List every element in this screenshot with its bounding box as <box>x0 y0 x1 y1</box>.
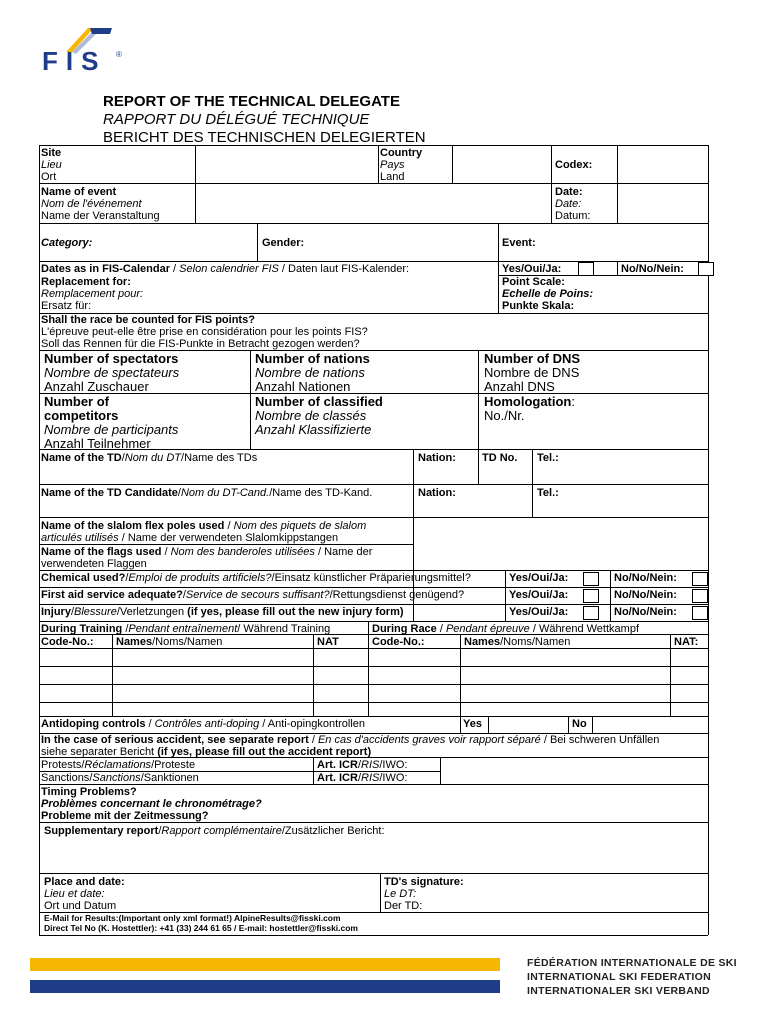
supplementary-label: Supplementary report/Rapport complémentaire/Zusätzlicher Bericht: <box>44 825 385 837</box>
injury-yes-checkbox[interactable] <box>583 606 599 620</box>
event-name-label-fr: Nom de l'événement <box>41 198 142 210</box>
protests-art-b: RIS <box>361 759 380 771</box>
direct-tel-line: Direct Tel No (K. Hostettler): +41 (33) 244 61 65 / E-mail: hostettler@fisski.com <box>44 923 358 933</box>
rule <box>39 604 708 605</box>
supplementary-en: Supplementary report <box>44 825 159 837</box>
accident-de: Bei schweren Unfällen <box>549 734 660 746</box>
during-race-fr: Pendant épreuve <box>445 623 530 635</box>
rule <box>39 621 708 622</box>
antidoping-no-field[interactable] <box>593 717 707 732</box>
injury-yes-label: Yes/Oui/Ja: <box>509 606 569 618</box>
site-input[interactable] <box>196 146 377 182</box>
first-aid-no-label: No/No/Nein: <box>614 589 677 601</box>
antidoping-no-label: No <box>572 718 587 730</box>
rule <box>568 716 569 733</box>
country-label-fr: Pays <box>380 159 405 171</box>
td-name-en: Name of the TD <box>41 452 122 464</box>
chemical-fr: Emploi de produits artificiels? <box>128 572 272 584</box>
dns-label-de: Anzahl DNS <box>484 379 555 394</box>
antidoping-label: Antidoping controls / Contrôles anti-doping / Anti-opingkontrollen <box>41 718 366 730</box>
competitors-label: Number of <box>44 394 109 409</box>
rule <box>505 570 506 621</box>
title-de: BERICHT DES TECHNISCHEN DELEGIERTEN <box>103 129 426 146</box>
site-label: Site <box>41 147 62 159</box>
td-signature-label-de: Der TD: <box>384 900 423 912</box>
during-training-fr: Pendant entraînement <box>128 623 238 635</box>
during-race-de: Während Wettkampf <box>538 623 639 635</box>
td-name-fr: Nom du DT <box>124 452 181 464</box>
td-signature-label-fr: Le DT: <box>384 888 417 900</box>
event-label: Event: <box>502 237 536 249</box>
sanctions-label: Sanctions/Sanctions/Sanktionen <box>41 772 199 784</box>
during-training-en: During Training <box>41 623 123 635</box>
flags-en: Name of the flags used <box>41 546 162 558</box>
protests-en: Protests <box>41 759 82 771</box>
site-label-fr: Lieu <box>41 159 62 171</box>
rule <box>112 634 113 716</box>
rule <box>380 873 381 912</box>
dates-fis-label: Dates as in FIS-Calendar / Selon calendrier FIS / Daten laut FIS-Kalender: <box>41 263 410 275</box>
slalom-poles-label: Name of the slalom flex poles used / Nom des piquets de slalom <box>41 520 367 532</box>
competitors-label-fr: Nombre de participants <box>44 422 179 437</box>
first-aid-label: First aid service adequate?/Service de secours suffisant?/Rettungsdienst genügend? <box>41 589 465 601</box>
country-label: Country <box>380 147 423 159</box>
first-aid-yes-checkbox[interactable] <box>583 589 599 603</box>
race-names-header <box>464 636 570 648</box>
homologation-label <box>484 395 575 409</box>
rule <box>250 350 251 449</box>
spectators-label-de: Anzahl Zuschauer <box>44 379 149 394</box>
fis-yes-label: Yes/Oui/Ja: <box>502 263 562 275</box>
flags-fr: Nom des banderoles utilisées <box>170 546 315 558</box>
flags-label-2: verwendeten Flaggen <box>41 558 147 570</box>
rule <box>39 873 708 874</box>
spectators-label: Number of spectators <box>44 351 179 366</box>
chemical-no-label: No/No/Nein: <box>614 572 677 584</box>
injury-label: Injury/Blessure/Verletzungen (if yes, please fill out the new injury form) <box>41 606 404 618</box>
sanctions-de: Sanktionen <box>143 772 199 784</box>
nations-label: Number of nations <box>255 351 370 366</box>
dates-fis-fr: Selon calendrier FIS <box>179 263 279 275</box>
chemical-no-checkbox[interactable] <box>692 572 708 586</box>
replacement-label-de: Ersatz für: <box>41 300 92 312</box>
slalom-poles-fr: Nom des piquets de slalom <box>233 520 367 532</box>
rule <box>39 666 708 667</box>
rule <box>39 484 708 485</box>
title-fr: RAPPORT DU DÉLÉGUÉ TECHNIQUE <box>103 111 370 128</box>
rule <box>313 634 314 716</box>
rule <box>39 587 708 588</box>
protests-art-label: Art. ICR/RIS/IWO: <box>317 759 408 771</box>
shall-count-label-fr: L'épreuve peut-elle être prise en considération pour les points FIS? <box>41 326 368 338</box>
protests-label: Protests/Réclamations/Proteste <box>41 759 196 771</box>
timing-label-fr: Problèmes concernant le chronométrage? <box>41 798 262 810</box>
dns-label-fr: Nombre de DNS <box>484 365 580 380</box>
accident-label: In the case of serious accident, see separate report / En cas d'accidents graves voir rapport séparé / Bei schweren Unfällen <box>41 734 660 746</box>
slalom-poles-fr2: articulés utilisés <box>41 532 119 544</box>
td-signature-label: TD's signature: <box>384 876 464 888</box>
sanctions-art-label: Art. ICR/RIS/IWO: <box>317 772 408 784</box>
rule <box>39 822 708 823</box>
dates-fis-de: Daten laut FIS-Kalender: <box>288 263 410 275</box>
fis-no-checkbox[interactable] <box>698 262 714 276</box>
antidoping-yes-field[interactable] <box>489 717 567 732</box>
rule <box>478 449 479 484</box>
replacement-label: Replacement for: <box>41 276 131 288</box>
footer-line-fr: FÉDÉRATION INTERNATIONALE DE SKI <box>527 957 737 969</box>
fis-yes-checkbox[interactable] <box>578 262 594 276</box>
rule <box>39 517 708 518</box>
classified-label: Number of classified <box>255 394 383 409</box>
injury-fr: Blessure <box>74 606 117 618</box>
footer-line-de: INTERNATIONALER SKI VERBAND <box>527 985 710 997</box>
candidate-nation-label: Nation: <box>418 487 456 499</box>
country-input[interactable] <box>453 146 550 182</box>
first-aid-de: Rettungsdienst genügend? <box>332 589 465 601</box>
footer-line-en: INTERNATIONAL SKI FEDERATION <box>527 971 711 983</box>
rule <box>39 784 708 785</box>
rule <box>368 621 369 716</box>
rule <box>617 261 618 275</box>
nations-label-de: Anzahl Nationen <box>255 379 351 394</box>
accident-label-2 <box>41 746 371 758</box>
rule <box>257 223 258 261</box>
fis-logo-text: FIS <box>42 46 107 76</box>
td-candidate-fr: Nom du DT-Cand. <box>180 487 270 499</box>
td-candidate-de: Name des TD-Kand. <box>272 487 373 499</box>
td-nation-label: Nation: <box>418 452 456 464</box>
protests-art-a: Art. ICR <box>317 759 358 771</box>
event-name-label: Name of event <box>41 186 117 198</box>
training-names-rest: /Noms/Namen <box>152 636 223 648</box>
flags-de: Name der <box>324 546 373 558</box>
td-tel-label: Tel.: <box>537 452 559 464</box>
supplementary-de: Zusätzlicher Bericht: <box>284 825 385 837</box>
injury-no-checkbox[interactable] <box>692 606 708 620</box>
chemical-de: Einsatz künstlicher Präparierungsmittel? <box>274 572 471 584</box>
chemical-label: Chemical used?/Emploi de produits artificiels?/Einsatz künstlicher Präparierungsmittel? <box>41 572 471 584</box>
homologation-text: Homologation <box>484 394 572 409</box>
race-nat-header: NAT: <box>674 636 699 648</box>
race-names-en: Names <box>464 636 501 648</box>
rule <box>39 648 708 649</box>
sanctions-en: Sanctions <box>41 772 90 784</box>
injury-note: (if yes, please fill out the new injury form) <box>187 606 404 618</box>
category-label: Category: <box>41 237 93 249</box>
rule <box>39 261 708 262</box>
rule <box>378 145 379 183</box>
sanctions-art-c: IWO: <box>382 772 408 784</box>
accident-de2: siehe separater Bericht <box>41 746 155 758</box>
rule <box>498 223 499 313</box>
footer-yellow-stripe <box>30 958 500 971</box>
codex-label: Codex: <box>555 159 593 171</box>
accident-en: In the case of serious accident, see separate report <box>41 734 309 746</box>
rule <box>39 684 708 685</box>
antidoping-fr: Contrôles anti-doping <box>154 718 260 730</box>
slalom-poles-en: Name of the slalom flex poles used <box>41 520 225 532</box>
homologation-no-label: No./Nr. <box>484 408 525 423</box>
site-label-de: Ort <box>41 171 57 183</box>
spectators-label-fr: Nombre de spectateurs <box>44 365 180 380</box>
during-training-label: During Training /Pendant entraînement/ Während Training <box>41 623 331 635</box>
classified-label-fr: Nombre de classés <box>255 408 367 423</box>
flags-label: Name of the flags used / Nom des banderoles utilisées / Name der <box>41 546 373 558</box>
rule <box>460 716 461 733</box>
protests-de: Proteste <box>154 759 196 771</box>
rule <box>670 634 671 716</box>
rule <box>478 350 479 449</box>
injury-de: Verletzungen <box>119 606 185 618</box>
first-aid-yes-label: Yes/Oui/Ja: <box>509 589 569 601</box>
event-name-input[interactable] <box>196 184 550 222</box>
nations-label-fr: Nombre de nations <box>255 365 365 380</box>
competitors-label-2: competitors <box>44 408 119 423</box>
td-name-de: Name des TDs <box>184 452 258 464</box>
fis-no-label: No/No/Nein: <box>621 263 684 275</box>
injury-en: Injury <box>41 606 71 618</box>
training-names-en: Names <box>116 636 153 648</box>
antidoping-en: Antidoping controls <box>41 718 146 730</box>
date-label-fr: Date: <box>555 198 582 210</box>
homologation-colon: : <box>571 394 576 409</box>
chemical-en: Chemical used? <box>41 572 126 584</box>
td-no-label: TD No. <box>482 452 518 464</box>
training-names-header <box>116 636 222 648</box>
protests-fr: Réclamations <box>84 759 152 771</box>
protests-art-c: IWO: <box>382 759 408 771</box>
place-date-label-fr: Lieu et date: <box>44 888 105 900</box>
email-results-line: E-Mail for Results:(Important only xml format!) AlpineResults@fisski.com <box>44 913 341 923</box>
date-label-de: Datum: <box>555 210 591 222</box>
candidate-tel-label: Tel.: <box>537 487 559 499</box>
point-scale-label-de: Punkte Skala: <box>502 300 575 312</box>
antidoping-yes-label: Yes <box>463 718 482 730</box>
during-race-en: During Race <box>372 623 437 635</box>
title-en: REPORT OF THE TECHNICAL DELEGATE <box>103 93 400 110</box>
supplementary-fr: Rapport complémentaire <box>161 825 282 837</box>
rule <box>440 757 441 784</box>
shall-count-label-de: Soll das Rennen für die FIS-Punkte in Betracht gezogen werden? <box>41 338 360 350</box>
replacement-label-fr: Remplacement pour: <box>41 288 144 300</box>
date-input[interactable] <box>618 184 707 222</box>
race-names-rest: /Noms/Namen <box>500 636 571 648</box>
point-scale-label: Point Scale: <box>502 276 565 288</box>
first-aid-en: First aid service adequate? <box>41 589 183 601</box>
rule <box>610 570 611 621</box>
footer-blue-stripe <box>30 980 500 993</box>
sanctions-art-a: Art. ICR <box>317 772 358 784</box>
fis-logo <box>30 18 130 78</box>
event-name-label-de: Name der Veranstaltung <box>41 210 160 222</box>
dns-label: Number of DNS <box>484 351 581 366</box>
chemical-yes-checkbox[interactable] <box>583 572 599 586</box>
accident-fr: En cas d'accidents graves voir rapport séparé <box>317 734 541 746</box>
rule <box>551 145 552 223</box>
country-label-de: Land <box>380 171 405 183</box>
gender-label: Gender: <box>262 237 305 249</box>
point-scale-label-fr: Echelle de Poins: <box>502 288 594 300</box>
rule <box>460 634 461 716</box>
first-aid-no-checkbox[interactable] <box>692 589 708 603</box>
classified-label-de: Anzahl Klassifizierte <box>255 422 372 437</box>
td-candidate-label: Name of the TD Candidate/Nom du DT-Cand./Name des TD-Kand. <box>41 487 373 499</box>
accident-note: (if yes, please fill out the accident report) <box>157 746 372 758</box>
sanctions-fr: Sanctions <box>92 772 141 784</box>
codex-input[interactable] <box>618 146 707 182</box>
td-name-label: Name of the TD/Nom du DT/Name des TDs <box>41 452 258 464</box>
td-candidate-en: Name of the TD Candidate <box>41 487 178 499</box>
race-code-no-header: Code-No.: <box>372 636 425 648</box>
training-code-no-header: Code-No.: <box>41 636 94 648</box>
rule <box>39 544 413 545</box>
dates-fis-en: Dates as in FIS-Calendar <box>41 263 170 275</box>
first-aid-fr: Service de secours suffisant? <box>185 589 330 601</box>
competitors-label-de: Anzahl Teilnehmer <box>44 436 151 451</box>
injury-no-label: No/No/Nein: <box>614 606 677 618</box>
rule <box>39 935 708 936</box>
slalom-poles-de: Name der verwendeten Slalomkippstangen <box>127 532 339 544</box>
shall-count-label: Shall the race be counted for FIS points? <box>41 314 255 326</box>
sanctions-art-b: RIS <box>361 772 380 784</box>
during-training-de: Während Training <box>243 623 331 635</box>
slalom-poles-label-2: articulés utilisés / Name der verwendeten Slalomkippstangen <box>41 532 339 544</box>
fis-logo-registered: ® <box>116 50 122 59</box>
place-date-label-de: Ort und Datum <box>44 900 117 912</box>
rule <box>532 449 533 517</box>
date-label: Date: <box>555 186 583 198</box>
timing-label: Timing Problems? <box>41 786 137 798</box>
rule <box>39 570 708 571</box>
rule <box>39 223 708 224</box>
rule <box>39 145 40 935</box>
antidoping-de: Anti-opingkontrollen <box>267 718 366 730</box>
chemical-yes-label: Yes/Oui/Ja: <box>509 572 569 584</box>
during-race-label: During Race / Pendant épreuve / Während Wettkampf <box>372 623 639 635</box>
rule <box>39 702 708 703</box>
place-date-label: Place and date: <box>44 876 125 888</box>
supplementary-input[interactable] <box>40 838 707 872</box>
timing-label-de: Probleme mit der Zeitmessung? <box>41 810 209 822</box>
training-nat-header: NAT <box>317 636 339 648</box>
